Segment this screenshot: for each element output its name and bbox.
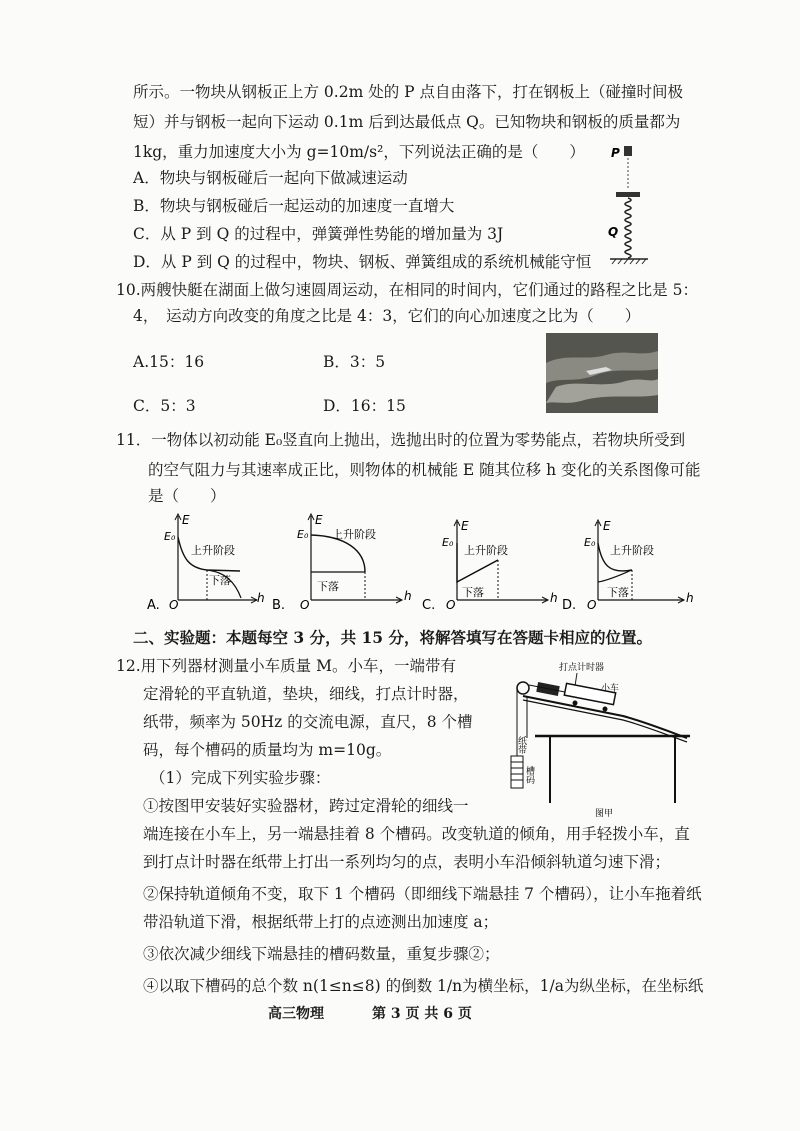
- q9-option-d: D．从 P 到 Q 的过程中，物块、钢板、弹簧组成的系统机械能守恒: [133, 253, 592, 271]
- fig-spring: [625, 198, 631, 258]
- fig-block: [624, 146, 632, 156]
- q10-line-2: 4， 运动方向改变的角度之比是 4：3，它们的向心加速度之比为（ ）: [133, 307, 641, 325]
- graph-c-h-label: h: [550, 591, 558, 605]
- graph-c-e-label: E: [461, 519, 469, 533]
- fig-timer-label: 打点计时器: [559, 663, 605, 673]
- q12-line-8: 到打点计时器在纸带上打出一系列均匀的点，表明小车沿倾斜轨道匀速下滑；: [143, 853, 671, 871]
- q9-line-2: 短）并与钢板一起向下运动 0.1m 后到达最低点 Q。已知物块和钢板的质量都为: [133, 113, 681, 131]
- fig-steel-plate: [616, 192, 640, 197]
- q9-option-b: B．物块与钢板碰后一起运动的加速度一直增大: [133, 197, 455, 215]
- graph-b-up-label: 上升阶段: [332, 528, 376, 541]
- graph-d-origin: O: [587, 598, 597, 612]
- graph-c-option: C.: [422, 598, 436, 613]
- graph-c-e0-label: E₀: [442, 536, 454, 549]
- graph-c-origin: O: [446, 598, 456, 612]
- q10-option-a: A.15：16: [133, 353, 205, 371]
- q12-line-7: 端连接在小车上，另一端悬挂着 8 个槽码。改变轨道的倾角，用手轻拨小车，直: [143, 825, 690, 843]
- q12-line-4: 码，每个槽码的质量均为 m=10g。: [143, 741, 392, 759]
- q12-line-6: ①按图甲安装好实验器材，跨过定滑轮的细线一: [143, 797, 469, 815]
- fig-caption: 图甲: [595, 809, 614, 819]
- graph-a-down-label: 下落: [209, 574, 231, 587]
- graph-d: [560, 510, 700, 615]
- q12-line-3: 纸带，频率为 50Hz 的交流电源，直尺，8 个槽: [143, 713, 473, 731]
- graph-c-up-label: 上升阶段: [464, 544, 508, 557]
- q12-line-2: 定滑轮的平直轨道，垫块，细线，打点计时器，: [143, 685, 469, 703]
- graph-a-h-label: h: [257, 591, 265, 605]
- graph-b-e0-label: E₀: [297, 528, 309, 541]
- graph-a-origin: O: [169, 598, 179, 612]
- graph-b-origin: O: [300, 598, 310, 612]
- q11-line-3: 是（ ）: [148, 487, 226, 505]
- graph-b-h-label: h: [404, 589, 412, 603]
- boats-photo: [546, 333, 658, 413]
- q9-line-3: 1kg，重力加速度大小为 g=10m/s²，下列说法正确的是（ ）: [133, 143, 585, 161]
- graph-a-up-label: 上升阶段: [191, 544, 235, 557]
- q9-option-c: C．从 P 到 Q 的过程中，弹簧弹性势能的增加量为 3J: [133, 225, 504, 243]
- graph-d-down-label: 下落: [607, 586, 629, 599]
- q12-line-9: ②保持轨道倾角不变，取下 1 个槽码（即细线下端悬挂 7 个槽码），让小车拖着纸: [143, 885, 702, 903]
- graph-d-option: D.: [562, 598, 577, 613]
- graph-d-up-label: 上升阶段: [610, 544, 654, 557]
- q9-line-1: 所示。一物块从钢板正上方 0.2m 处的 P 点自由落下，打在钢板上（碰撞时间极: [133, 83, 683, 101]
- footer-subject: 高三物理: [268, 1006, 324, 1022]
- apparatus-figure: [505, 658, 705, 820]
- q10-option-b: B．3：5: [323, 353, 386, 371]
- q10-line-1: 10.两艘快艇在湖面上做匀速圆周运动，在相同的时间内，它们通过的路程之比是 5：: [116, 281, 698, 299]
- footer-page: 第 3 页 共 6 页: [372, 1006, 472, 1022]
- q12-line-1: 12.用下列器材测量小车质量 M。小车，一端带有: [116, 657, 456, 675]
- fig-weights-label: 槽码: [524, 766, 534, 784]
- q12-line-11: ③依次减少细线下端悬挂的槽码数量，重复步骤②；: [143, 945, 500, 963]
- fig-label-p: P: [611, 146, 620, 160]
- graph-b-down-label: 下落: [317, 580, 339, 593]
- q12-line-10: 带沿轨道下滑，根据纸带上打的点迹测出加速度 a；: [143, 913, 499, 931]
- graph-a-e0-label: E₀: [164, 530, 176, 543]
- graph-d-down-curve: [598, 570, 632, 582]
- graph-a: [145, 510, 275, 615]
- fig-pulley: [517, 682, 529, 694]
- graph-b-e-label: E: [315, 513, 323, 527]
- graph-c-down-curve: [457, 560, 498, 582]
- q10-option-d: D．16：15: [323, 397, 406, 415]
- q12-line-12: ④以取下槽码的总个数 n(1≤n≤8) 的倒数 1/n为横坐标，1/a为纵坐标，在坐标纸: [143, 977, 704, 995]
- q11-line-2: 的空气阻力与其速率成正比，则物体的机械能 E 随其位移 h 变化的关系图像可能: [148, 461, 701, 479]
- fig-car-label: 小车: [601, 684, 620, 694]
- graph-d-e-label: E: [603, 519, 611, 533]
- graph-b-option: B.: [272, 598, 286, 613]
- spring-figure: [600, 140, 660, 270]
- fig-tape-label: 纸带: [516, 736, 526, 754]
- section-2-heading: 二、实验题：本题每空 3 分，共 15 分，将解答填写在答题卡相应的位置。: [133, 628, 652, 647]
- fig-weights: [511, 756, 523, 788]
- q11-line-1: 11．一物体以初动能 E₀竖直向上抛出，选抛出时的位置为零势能点，若物块所受到: [116, 431, 686, 449]
- graph-a-e-label: E: [182, 513, 190, 527]
- graph-b: [270, 510, 415, 615]
- graph-d-h-label: h: [686, 591, 694, 605]
- q10-option-c: C．5：3: [133, 397, 196, 415]
- graph-a-option: A.: [147, 598, 160, 613]
- q12-line-5: （1）完成下列实验步骤：: [150, 769, 331, 787]
- fig-label-q: Q: [608, 225, 619, 239]
- graph-c: [420, 510, 565, 615]
- graph-d-e0-label: E₀: [584, 536, 596, 549]
- q9-option-a: A．物块与钢板碰后一起向下做减速运动: [133, 169, 408, 187]
- graph-c-down-label: 下落: [462, 586, 484, 599]
